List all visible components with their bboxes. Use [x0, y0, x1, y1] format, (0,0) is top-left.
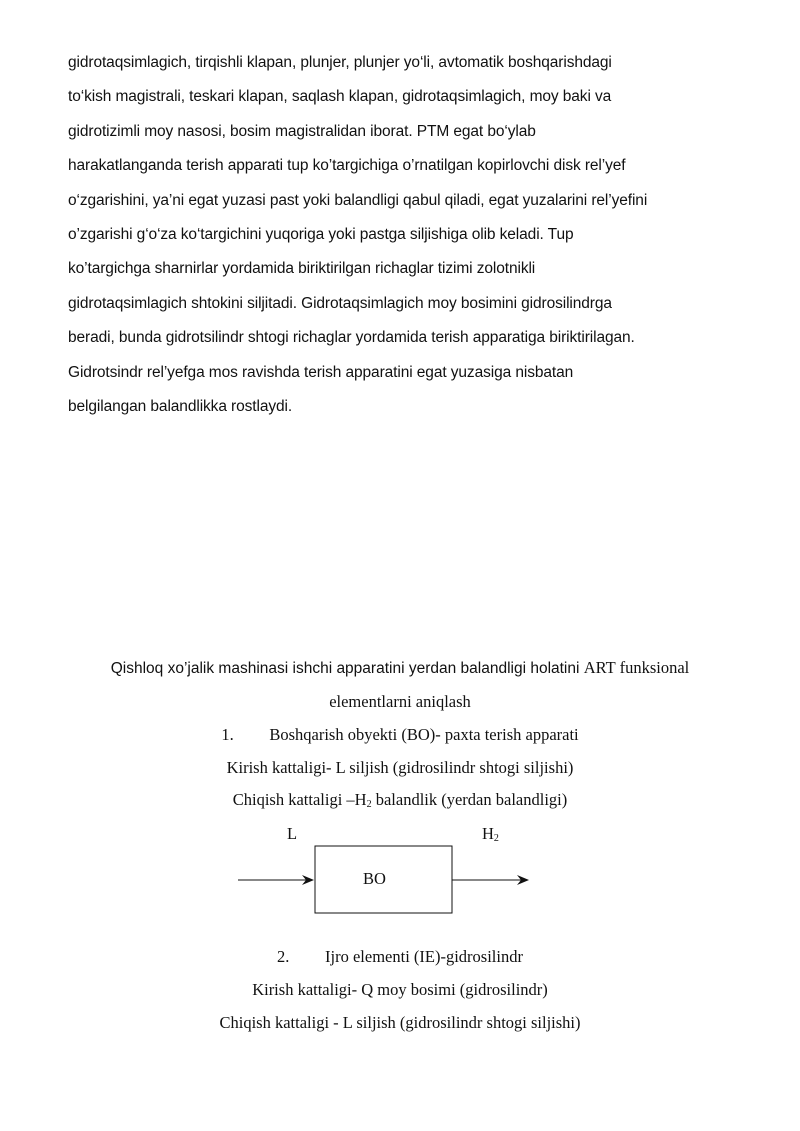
- paragraph-line: gidrotizimli moy nasosi, bosim magistralidan iborat. PTM egat bo‘ylab: [68, 122, 536, 140]
- paragraph-line: gidrotaqsimlagich shtokini siljitadi. Gidrotaqsimlagich moy bosimini gidrosilindrga: [68, 294, 612, 312]
- item1-heading: Boshqarish obyekti (BO)- paxta terish apparati: [269, 725, 579, 744]
- diagram-output-letter: H: [482, 824, 494, 843]
- paragraph-line: ko’targichga sharnirlar yordamida biriktirilgan richaglar tizimi zolotnikli: [68, 260, 536, 278]
- item1-output-text: Chiqish kattaligi –H: [232, 790, 367, 809]
- bo-block-label: BO: [363, 869, 386, 888]
- paragraph-line: to‘kish magistrali, teskari klapan, saqlash klapan, gidrotaqsimlagich, moy baki va: [68, 88, 612, 106]
- section-title-line2: elementlarni aniqlash: [329, 692, 471, 711]
- paragraph-line: harakatlanganda terish apparati tup ko’targichiga o’rnatilgan kopirlovchi disk rel’yef: [68, 157, 626, 175]
- paragraph-line: o’zgarishi g‘o‘za ko‘targichini yuqoriga yoki pastga siljishiga olib keladi. Tup: [68, 226, 574, 244]
- item2-heading: Ijro elementi (IE)-gidrosilindr: [325, 947, 523, 966]
- paragraph-line: belgilangan balandlikka rostlaydi.: [68, 398, 293, 416]
- paragraph-line: beradi, bunda gidrotsilindr shtogi richaglar yordamida terish apparatiga biriktirilagan.: [68, 329, 635, 347]
- paragraph-line: Gidrotsindr rel’yefga mos ravishda terish apparatini egat yuzasiga nisbatan: [68, 363, 574, 381]
- item2-heading-row: [40, 947, 760, 967]
- item1-number: 1.: [221, 725, 234, 744]
- section-title-part1: Qishloq xo’jalik mashinasi ishchi apparatini yerdan balandligi holatini: [110, 660, 584, 677]
- paragraph-line: o‘zgarishini, ya’ni egat yuzasi past yoki balandligi qabul qiladi, egat yuzalarini rel’yefini: [68, 191, 648, 209]
- item2-output: Chiqish kattaligi - L siljish (gidrosilindr shtogi siljishi): [219, 1013, 581, 1032]
- item2-number: 2.: [277, 947, 290, 966]
- item1-output-subscript: 2: [366, 799, 372, 810]
- item1-output-rest: balandlik (yerdan balandligi): [371, 790, 568, 809]
- item1-input: Kirish kattaligi- L siljish (gidrosilindr shtogi siljishi): [226, 758, 574, 777]
- section-title-part2: ART funksional: [583, 658, 690, 677]
- diagram-output-subscript: 2: [493, 833, 499, 844]
- diagram-input-label: L: [287, 824, 298, 843]
- item2-input: Kirish kattaligi- Q moy bosimi (gidrosilindr): [252, 980, 548, 999]
- paragraph-line: gidrotaqsimlagich, tirqishli klapan, plunjer, plunjer yo‘li, avtomatik boshqarishdagi: [68, 54, 612, 71]
